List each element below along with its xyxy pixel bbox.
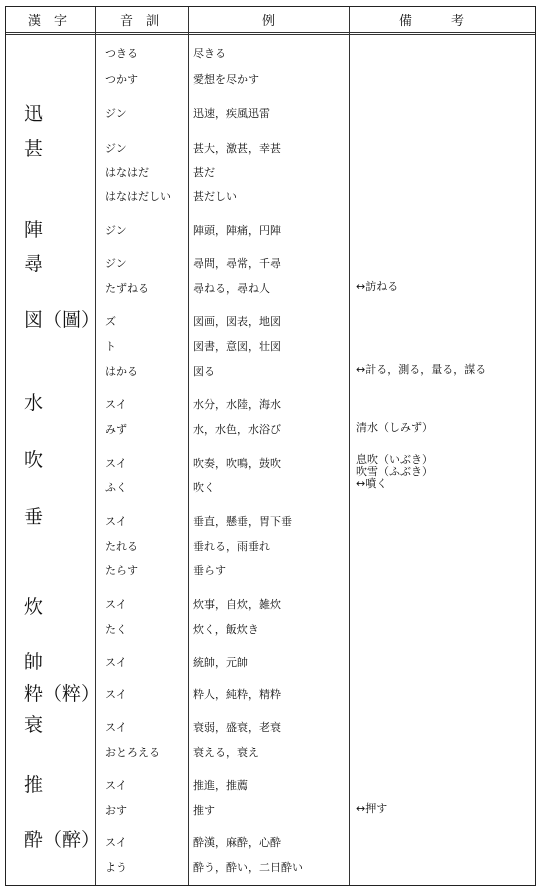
example: 甚大，激甚，幸甚 [193,142,281,155]
header-example: 例 [262,14,276,29]
reading: はなはだ [105,166,149,179]
example: 垂れる，雨垂れ [193,540,270,553]
kanji-cell: 迅 [24,103,44,125]
reading: ト [105,340,116,353]
example: 垂らす [193,564,226,577]
reading: スイ [105,398,127,411]
kanji-cell: 帥 [24,651,44,673]
kanji-cell: 吹 [24,449,44,471]
kanji-cell: 酔（醉） [24,829,101,851]
reading: スイ [105,721,127,734]
example: 水，水色，水浴び [193,423,281,436]
example: 衰える，衰え [193,746,259,759]
reading: はなはだしい [105,190,171,203]
header-onkun: 音 訓 [120,14,160,29]
kanji-cell: 尋 [24,253,44,275]
kanji-cell: 垂 [24,506,44,528]
reading: ふく [105,481,127,494]
example: 推す [193,804,215,817]
reading: スイ [105,836,127,849]
reading: ズ [105,315,116,328]
example: 尋ねる，尋ね人 [193,282,270,295]
reading: ジン [105,224,127,237]
header-kanji: 漢 字 [28,14,68,29]
example: 陣頭，陣痛，円陣 [193,224,281,237]
example: 推進，推薦 [193,779,248,792]
example: 甚だしい [193,190,237,203]
reading: よう [105,861,127,874]
example: 尽きる [193,47,226,60]
kanji-table [5,6,536,886]
reading: ジン [105,107,127,120]
example: 図画，図表，地図 [193,315,281,328]
remark: 吹雪（ふぶき） [356,465,433,478]
example: 図書，意図，壮図 [193,340,281,353]
example: 酔漢，麻酔，心酔 [193,836,281,849]
remark: ↔訪ねる [356,280,399,293]
reading: スイ [105,457,127,470]
example: 尋問，尋常，千尋 [193,257,281,270]
example: 図る [193,365,215,378]
reading: スイ [105,598,127,611]
example: 炊く，飯炊き [193,623,259,636]
reading: たれる [105,540,138,553]
example: 衰弱，盛衰，老衰 [193,721,281,734]
header-rule [6,32,535,35]
example: 酔う，酔い，二日酔い [193,861,303,874]
reading: つきる [105,47,138,60]
kanji-cell: 図（圖） [24,309,101,331]
example: 水分，水陸，海水 [193,398,281,411]
example: 吹く [193,481,215,494]
reading: スイ [105,656,127,669]
reading: おとろえる [105,746,160,759]
remark: 清水（しみず） [356,421,433,434]
remark: 息吹（いぶき） [356,453,433,466]
reading: ジン [105,257,127,270]
header-remarks: 備 考 [399,14,465,29]
kanji-cell: 粋（粹） [24,683,101,705]
reading: スイ [105,779,127,792]
remark: ↔押す [356,802,388,815]
remark: ↔噴く [356,477,388,490]
reading: たく [105,623,127,636]
reading: たらす [105,564,138,577]
kanji-cell: 水 [24,392,44,414]
example: 炊事，自炊，雑炊 [193,598,281,611]
kanji-cell: 炊 [24,596,44,618]
column-divider [95,7,96,885]
example: 愛想を尽かす [193,73,259,86]
example: 吹奏，吹鳴，鼓吹 [193,457,281,470]
column-divider [188,7,189,885]
reading: つかす [105,73,138,86]
remark: ↔計る，測る，量る，謀る [356,363,487,376]
example: 迅速，疾風迅雷 [193,107,270,120]
kanji-cell: 推 [24,774,44,796]
reading: みず [105,423,127,436]
example: 垂直，懸垂，胃下垂 [193,515,292,528]
kanji-cell: 陣 [24,219,44,241]
kanji-cell: 甚 [24,138,44,160]
reading: ジン [105,142,127,155]
kanji-cell: 衰 [24,714,44,736]
reading: はかる [105,365,138,378]
reading: おす [105,804,127,817]
reading: たずねる [105,282,149,295]
reading: スイ [105,688,127,701]
example: 統帥，元帥 [193,656,248,669]
example: 甚だ [193,166,215,179]
column-divider [349,7,350,885]
reading: スイ [105,515,127,528]
example: 粋人，純粋，精粋 [193,688,281,701]
